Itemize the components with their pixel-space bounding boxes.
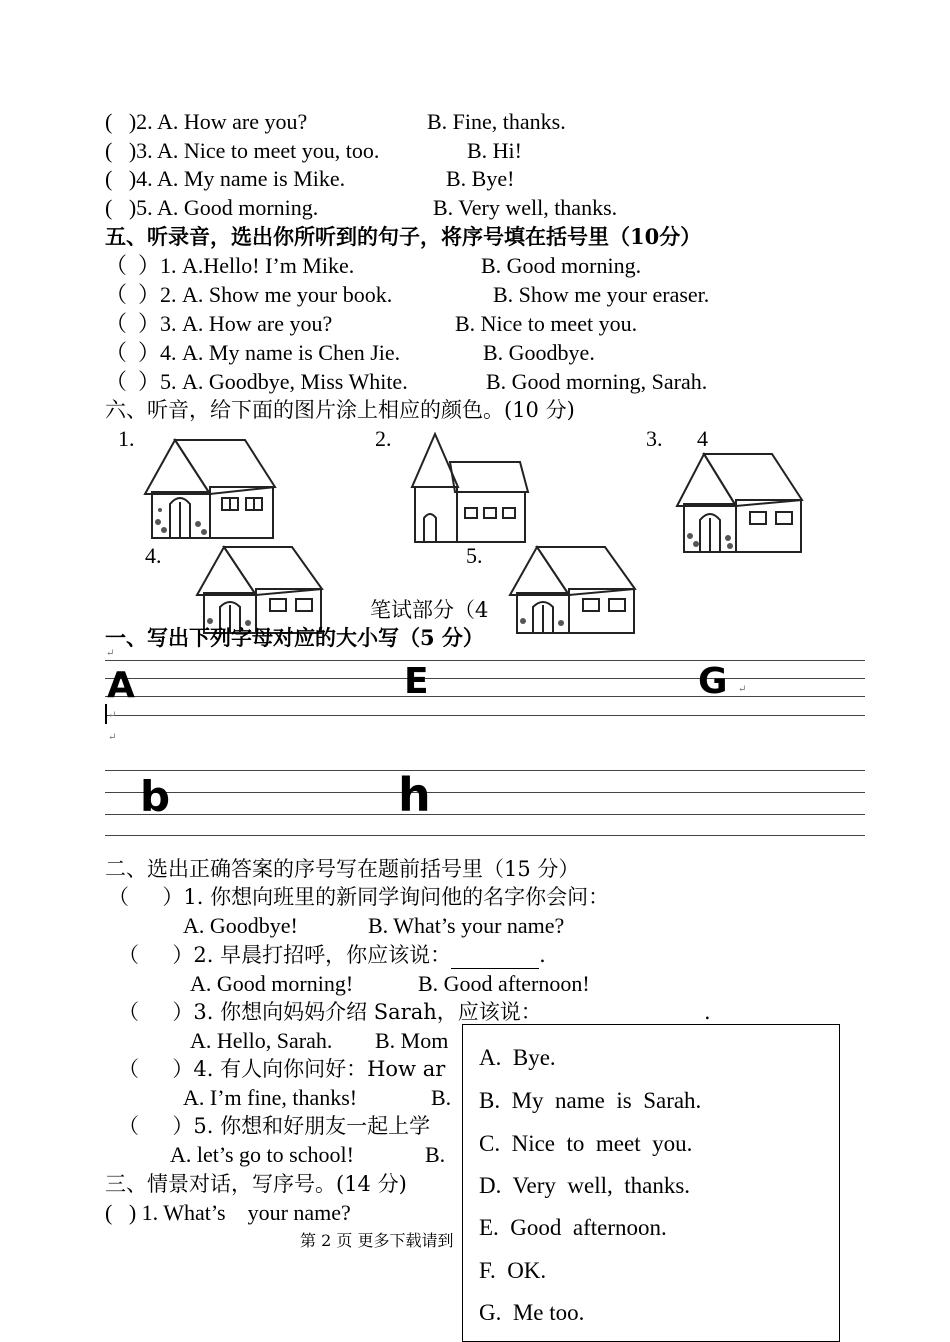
writing-line: [105, 835, 865, 836]
s5-item-1-a: （ ）1. A.Hello! I’m Mike.: [105, 253, 355, 278]
option-f: F. OK.: [479, 1258, 547, 1283]
return-mark-icon: ↵: [108, 732, 117, 743]
house-icon-2: [410, 432, 530, 544]
section2-title: 二、选出正确答案的序号写在题前括号里（15 分）: [105, 857, 580, 881]
s2-q1-a: A. Goodbye!: [183, 913, 298, 938]
s2-q5-stem: （ ）5. 你想和好朋友一起上学: [118, 1114, 431, 1138]
s2-q5-a: A. let’s go to school!: [170, 1142, 354, 1167]
s2-q4-b: B.: [431, 1085, 452, 1110]
letter-E: E: [404, 661, 429, 702]
writing-line: [105, 792, 865, 793]
s2-q1-options: [183, 912, 565, 940]
page-footer: 第 2 页 更多下载请到: [300, 1231, 454, 1250]
option-e: E. Good afternoon.: [479, 1215, 667, 1240]
writing-line: [105, 678, 865, 679]
s2-q1-stem: （ ）1. 你想向班里的新同学询问他的名字你会问：: [108, 885, 610, 909]
s3-q1: ( ) 1. What’s your name?: [105, 1200, 351, 1225]
pic-label-4: 4.: [145, 543, 162, 568]
return-mark-icon: ↵: [108, 710, 117, 721]
s4-item-2: [105, 108, 566, 136]
s2-q3-options: [190, 1027, 449, 1055]
s4-item-3-a: ( )3. A. Nice to meet you, too.: [105, 138, 380, 163]
s4-item-5: [105, 194, 618, 222]
writing-line: [105, 660, 865, 661]
pic-label-3: 3.: [646, 426, 663, 451]
s4-item-5-b: B. Very well, thanks.: [433, 195, 618, 220]
s5-item-1: [105, 252, 642, 280]
s5-item-4: [105, 339, 595, 367]
s2-q2-stem-text: （ ）2. 早晨打招呼，你应该说：: [118, 943, 452, 967]
section1-title: 一、写出下列字母对应的大小写（5 分）: [105, 625, 484, 650]
letter-b: b: [140, 772, 171, 821]
s2-q5-b: B.: [425, 1142, 446, 1167]
section5-title: 五、听录音，选出你所听到的句子，将序号填在括号里（10分）: [105, 224, 702, 249]
s5-item-3-b: B. Nice to meet you.: [455, 311, 638, 336]
return-mark-icon: ↵: [738, 684, 747, 695]
s5-item-2-b: B. Show me your eraser.: [493, 282, 710, 307]
s2-q1-b: B. What’s your name?: [368, 913, 565, 938]
s2-q2-a: A. Good morning!: [190, 971, 354, 996]
house-icon-3: [672, 448, 807, 556]
s4-item-2-b: B. Fine, thanks.: [427, 109, 566, 134]
option-d: D. Very well, thanks.: [479, 1173, 691, 1198]
letter-G: G: [698, 661, 728, 702]
written-part-title: 笔试部分（4: [370, 598, 489, 622]
s5-item-2: [105, 281, 710, 309]
writing-line: [105, 696, 865, 697]
pic-label-5: 5.: [466, 543, 483, 568]
s4-item-4-b: B. Bye!: [446, 166, 515, 191]
s2-q3-a: A. Hello, Sarah.: [190, 1028, 333, 1053]
s4-item-3: [105, 137, 522, 165]
pic-label-1: 1.: [118, 426, 135, 451]
s4-item-4-a: ( )4. A. My name is Mike.: [105, 166, 346, 191]
s4-item-3-b: B. Hi!: [467, 138, 522, 163]
pic-label-3b: 4: [697, 426, 708, 451]
s5-item-3: [105, 310, 638, 338]
section3-title: 三、情景对话，写序号。(14 分): [105, 1172, 407, 1196]
s2-q3-stem-text: （ ）3. 你想向妈妈介绍 Sarah，应该说：: [118, 1000, 542, 1024]
s2-q3-stem: （ ）3. 你想向妈妈介绍 Sarah，应该说： .: [118, 1000, 711, 1024]
s4-item-4: [105, 165, 515, 193]
answer-blank[interactable]: [451, 948, 539, 969]
s2-q2-b: B. Good afternoon!: [418, 971, 590, 996]
s4-item-2-a: ( )2. A. How are you?: [105, 109, 308, 134]
text-cursor: [105, 704, 107, 724]
pic-label-2: 2.: [375, 426, 392, 451]
options-box: [462, 1024, 840, 1342]
s5-item-5-b: B. Good morning, Sarah.: [486, 369, 708, 394]
option-g: G. Me too.: [479, 1300, 585, 1325]
option-c: C. Nice to meet you.: [479, 1131, 693, 1156]
option-b: B. My name is Sarah.: [479, 1088, 702, 1113]
writing-line: [105, 770, 865, 771]
s5-item-5: [105, 368, 708, 396]
house-icon-5: [505, 543, 640, 635]
s2-q2-options: [190, 970, 590, 998]
s5-item-4-b: B. Goodbye.: [483, 340, 595, 365]
letter-A: A: [107, 665, 135, 706]
section6-title: 六、听音，给下面的图片涂上相应的颜色。(10 分): [105, 398, 575, 422]
s4-item-5-a: ( )5. A. Good morning.: [105, 195, 319, 220]
writing-line: [105, 715, 865, 716]
s2-q4-a: A. I’m fine, thanks!: [183, 1085, 358, 1110]
s5-item-5-a: （ ）5. A. Goodbye, Miss White.: [105, 369, 408, 394]
s2-q4-options: [183, 1084, 452, 1112]
s2-q4-stem: （ ）4. 有人向你问好：How ar: [118, 1057, 446, 1081]
s5-item-2-a: （ ）2. A. Show me your book.: [105, 282, 393, 307]
return-mark-icon: ↵: [106, 648, 115, 659]
writing-line: [105, 814, 865, 815]
s2-q2-stem: （ ）2. 早晨打招呼，你应该说： .: [118, 943, 546, 967]
s5-item-4-a: （ ）4. A. My name is Chen Jie.: [105, 340, 401, 365]
letter-h: h: [398, 768, 431, 822]
s5-item-3-a: （ ）3. A. How are you?: [105, 311, 333, 336]
s2-q5-options: [170, 1141, 446, 1169]
house-icon-4: [192, 543, 327, 635]
s2-q3-b: B. Mom: [375, 1028, 449, 1053]
house-icon-1: [140, 432, 280, 542]
s5-item-1-b: B. Good morning.: [481, 253, 642, 278]
option-a: A. Bye.: [479, 1045, 556, 1070]
